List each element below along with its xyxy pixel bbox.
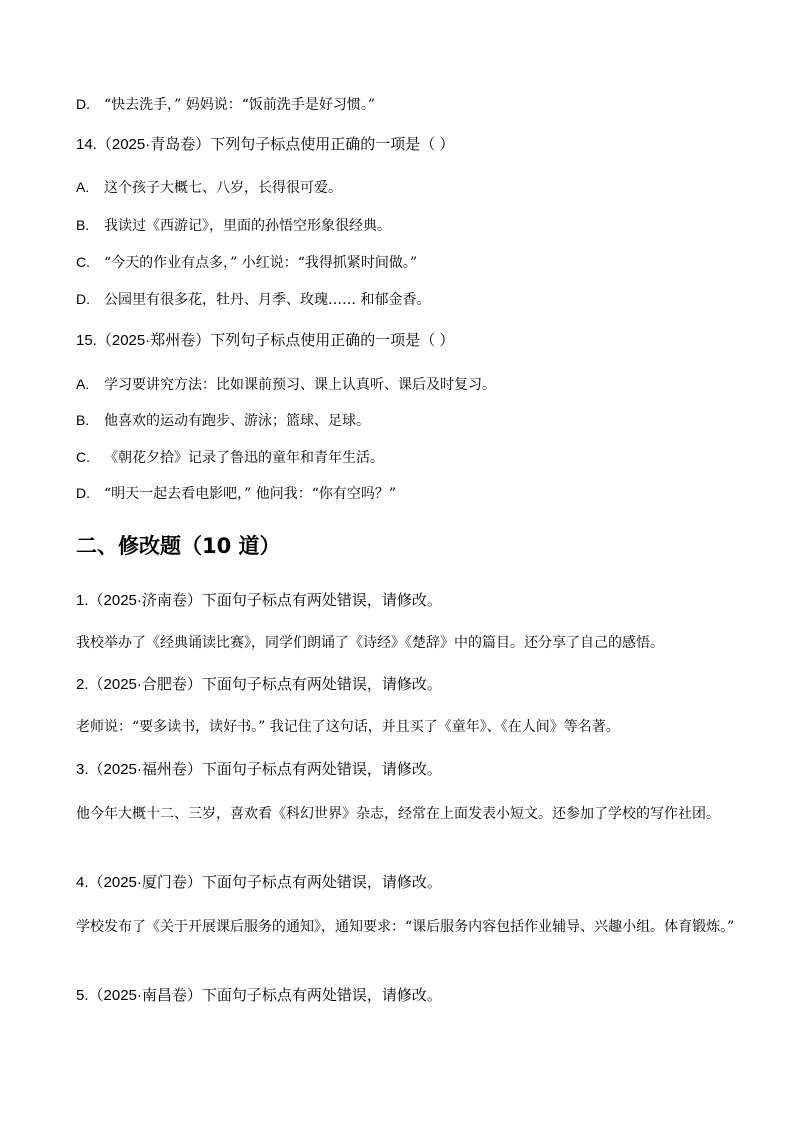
option-label: D. (76, 291, 90, 307)
option-text: “明天一起去看电影吧，” 他问我：“你有空吗？” (104, 486, 397, 502)
q14-option-d (76, 292, 740, 307)
item-4-stem: 4.（2025·厦门卷）下面句子标点有两处错误，请修改。 (76, 874, 442, 891)
option-text: 《朝花夕拾》记录了鲁迅的童年和青年生活。 (104, 450, 384, 466)
item-3-sentence: 他今年大概十二、三岁，喜欢看《科幻世界》杂志，经常在上面发表小短文。还参加了学校的写作社团。 (76, 806, 720, 822)
section-heading: 二、修改题（10 道） (76, 534, 281, 558)
item-3-stem: 3.（2025·福州卷）下面句子标点有两处错误，请修改。 (76, 761, 442, 778)
option-label: C. (76, 449, 90, 465)
option-text: 他喜欢的运动有跑步、游泳；篮球、足球。 (104, 413, 370, 429)
q13-option-d (76, 97, 740, 112)
option-label: A. (76, 179, 90, 195)
item-2-stem: 2.（2025·合肥卷）下面句子标点有两处错误，请修改。 (76, 676, 442, 693)
q15-option-c (76, 450, 740, 465)
q15-option-b (76, 413, 740, 428)
q14-option-c (76, 255, 740, 270)
option-text: 公园里有很多花，牡丹、月季、玫瑰…… 和郁金香。 (104, 292, 431, 308)
option-label: B. (76, 412, 90, 428)
option-text: 我读过《西游记》，里面的孙悟空形象很经典。 (104, 218, 391, 234)
item-5-stem: 5.（2025·南昌卷）下面句子标点有两处错误，请修改。 (76, 987, 442, 1004)
item-1-sentence: 我校举办了《经典诵读比赛》，同学们朗诵了《诗经》《楚辞》中的篇目。还分享了自己的感悟。 (76, 635, 664, 651)
option-text: 学习要讲究方法：比如课前预习、课上认真听、课后及时复习。 (104, 377, 496, 393)
item-1-stem: 1.（2025·济南卷）下面句子标点有两处错误，请修改。 (76, 592, 442, 609)
q15-stem: 15.（2025·郑州卷）下列句子标点使用正确的一项是（ ） (76, 332, 455, 349)
item-2-sentence: 老师说：“要多读书，读好书。” 我记住了这句话，并且买了《童年》、《在人间》等名著。 (76, 719, 620, 735)
option-text: “今天的作业有点多，” 小红说：“我得抓紧时间做。” (104, 255, 418, 271)
option-label: A. (76, 376, 90, 392)
q14-option-b (76, 218, 740, 233)
option-label: D. (76, 485, 90, 501)
option-label: D. (76, 96, 90, 112)
q15-option-a (76, 377, 740, 392)
item-4-sentence: 学校发布了《关于开展课后服务的通知》，通知要求：“课后服务内容包括作业辅导、兴趣小组。体育锻炼。” (76, 919, 735, 935)
q15-option-d (76, 486, 740, 501)
option-label: B. (76, 217, 90, 233)
option-text: 这个孩子大概七、八岁，长得很可爱。 (104, 180, 342, 196)
option-text: “快去洗手，” 妈妈说：“饭前洗手是好习惯。” (104, 97, 376, 113)
q14-stem: 14.（2025·青岛卷）下列句子标点使用正确的一项是（ ） (76, 136, 455, 153)
q14-option-a (76, 180, 740, 195)
option-label: C. (76, 254, 90, 270)
